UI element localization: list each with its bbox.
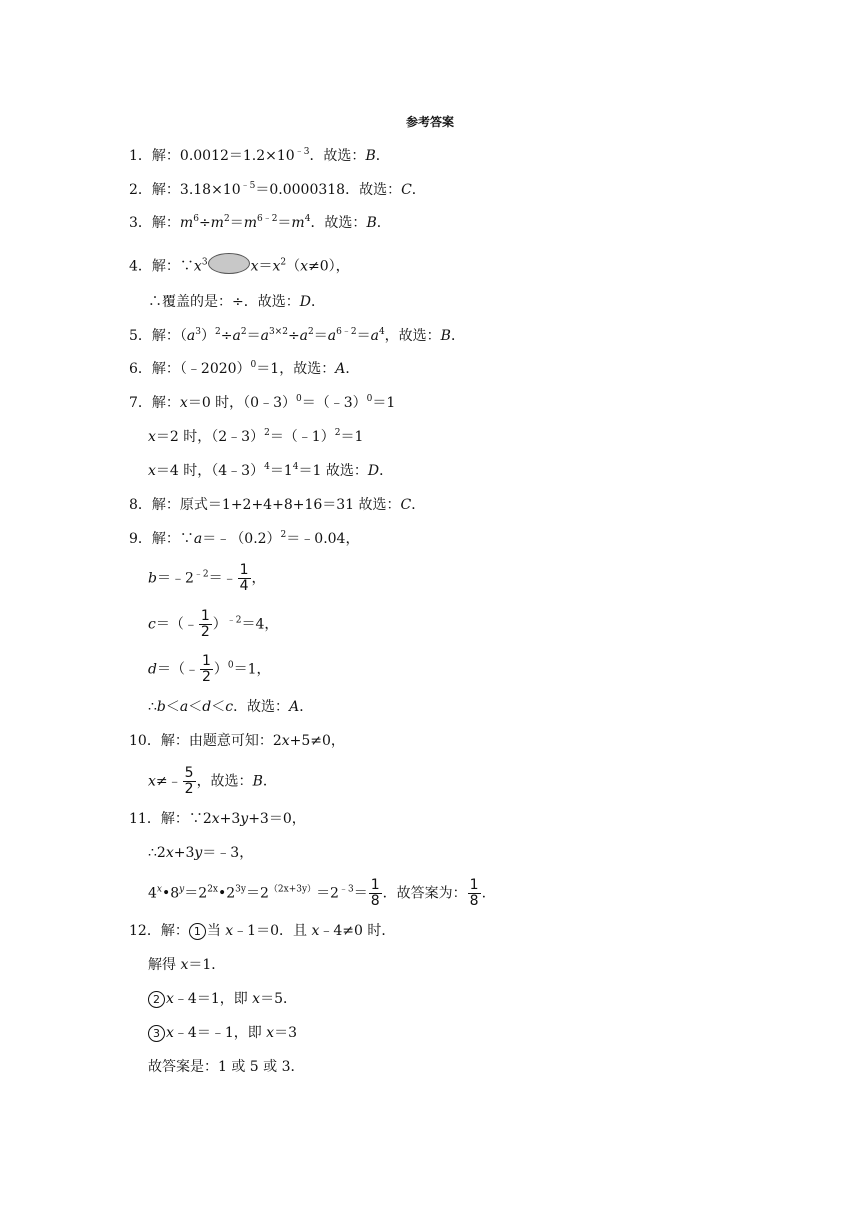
- answer-8: 8．解：原式＝1+2+4+8+16＝31 故选：C．: [129, 497, 426, 513]
- answer-7: 7．解：x＝0 时，（0﹣3）$^0$＝（﹣3）$^0$＝1: [129, 394, 396, 411]
- answer-9: 9．解：$\because a=﹣(0.2)^2=﹣0.04$，: [129, 530, 360, 547]
- page-title: 参考答案: [405, 115, 454, 129]
- answer-9-line4: d＝（﹣ $\frac{1}{2}$ ）$^0$＝1，: [148, 653, 271, 685]
- fraction-five-halves: $\frac{5}{2}$: [184, 765, 194, 797]
- answer-4-line2: ∴覆盖的是：÷．故选：D．: [148, 294, 325, 310]
- fraction-one-half: $\frac{1}{2}$: [201, 653, 211, 685]
- answer-9-line3: c＝（﹣ $\frac{1}{2}$ ）$^{﹣2}$＝4，: [148, 608, 279, 640]
- answer-12-line5: 故答案是：1 或 5 或 3．: [148, 1059, 305, 1075]
- fraction-one-eighth-answer: $\frac{1}{8}$: [469, 877, 479, 909]
- answer-4: 4．解：$\because x^3$ $x=x^2(x\ne 0)$，: [129, 256, 350, 277]
- fraction-one-fourth: $\frac{1}{4}$: [239, 562, 249, 594]
- circled-number-3: 3: [148, 1025, 165, 1042]
- answer-9-line5: ∴b＜a＜d＜c．故选：A．: [148, 699, 314, 715]
- answer-12: 12．解： 1 当 x﹣1＝0．且 x﹣4≠0 时．: [129, 923, 396, 939]
- answer-6: 6．解：（﹣2020）$^0$＝1，故选：A．: [129, 360, 360, 377]
- answer-3: 3．解：$m^6\div m^2=m^{6﹣2}=m^4$．故选：B．: [129, 214, 391, 231]
- answer-11-line3: $4^x•8^y=2^{2x}•2^{3y}=2^{(2x+3y)}=2^{﹣3}=$ $\frac{1}{8}$ ．故答案为： $\frac{1}{8}$ .: [148, 877, 487, 909]
- answer-5: 5．解：$(a^3)^2\div a^2=a^{3\times 2}\div a^2=a^{6﹣2}=a^4$，故选：B．: [129, 327, 465, 344]
- answer-7-line3: x＝4 时，$(4﹣3)^4=1^4=1$ 故选：D．: [148, 462, 394, 479]
- answer-12-line2: 解得 x＝1．: [148, 957, 226, 973]
- fraction-one-half: $\frac{1}{2}$: [200, 608, 210, 640]
- fraction-one-eighth: $\frac{1}{8}$: [370, 877, 380, 909]
- answer-7-line2: x＝2 时，（2﹣3）$^2$＝（﹣1）$^2$＝1: [148, 428, 364, 445]
- answer-12-line3: 2 x﹣4＝1，即 x＝5．: [148, 989, 297, 1009]
- answer-1: 1．解：$0.0012=1.2\times 10^{﹣3}$．故选：B．: [129, 147, 390, 164]
- answer-10-line2: x≠﹣ $\frac{5}{2}$ ，故选：B．: [148, 765, 277, 797]
- covered-operator-ellipse: [208, 253, 250, 274]
- circled-number-2: 2: [148, 991, 165, 1008]
- answer-11: 11．解：∵2x+3y+3＝0，: [129, 811, 306, 827]
- answer-9-line2: $b=﹣2^{﹣2}=﹣$ $\frac{1}{4}$ ，: [148, 562, 266, 594]
- answer-12-line4: 3 x﹣4＝﹣1，即 x＝3: [148, 1023, 297, 1043]
- circled-number-1: 1: [189, 923, 206, 940]
- answer-10: 10．解：由题意可知：2x+5≠0，: [129, 733, 345, 749]
- answer-2: 2．解：$3.18\times 10^{﹣5}=0.0000318$．故选：C．: [129, 181, 426, 198]
- answer-11-line2: ∴2x+3y＝﹣3，: [148, 845, 254, 861]
